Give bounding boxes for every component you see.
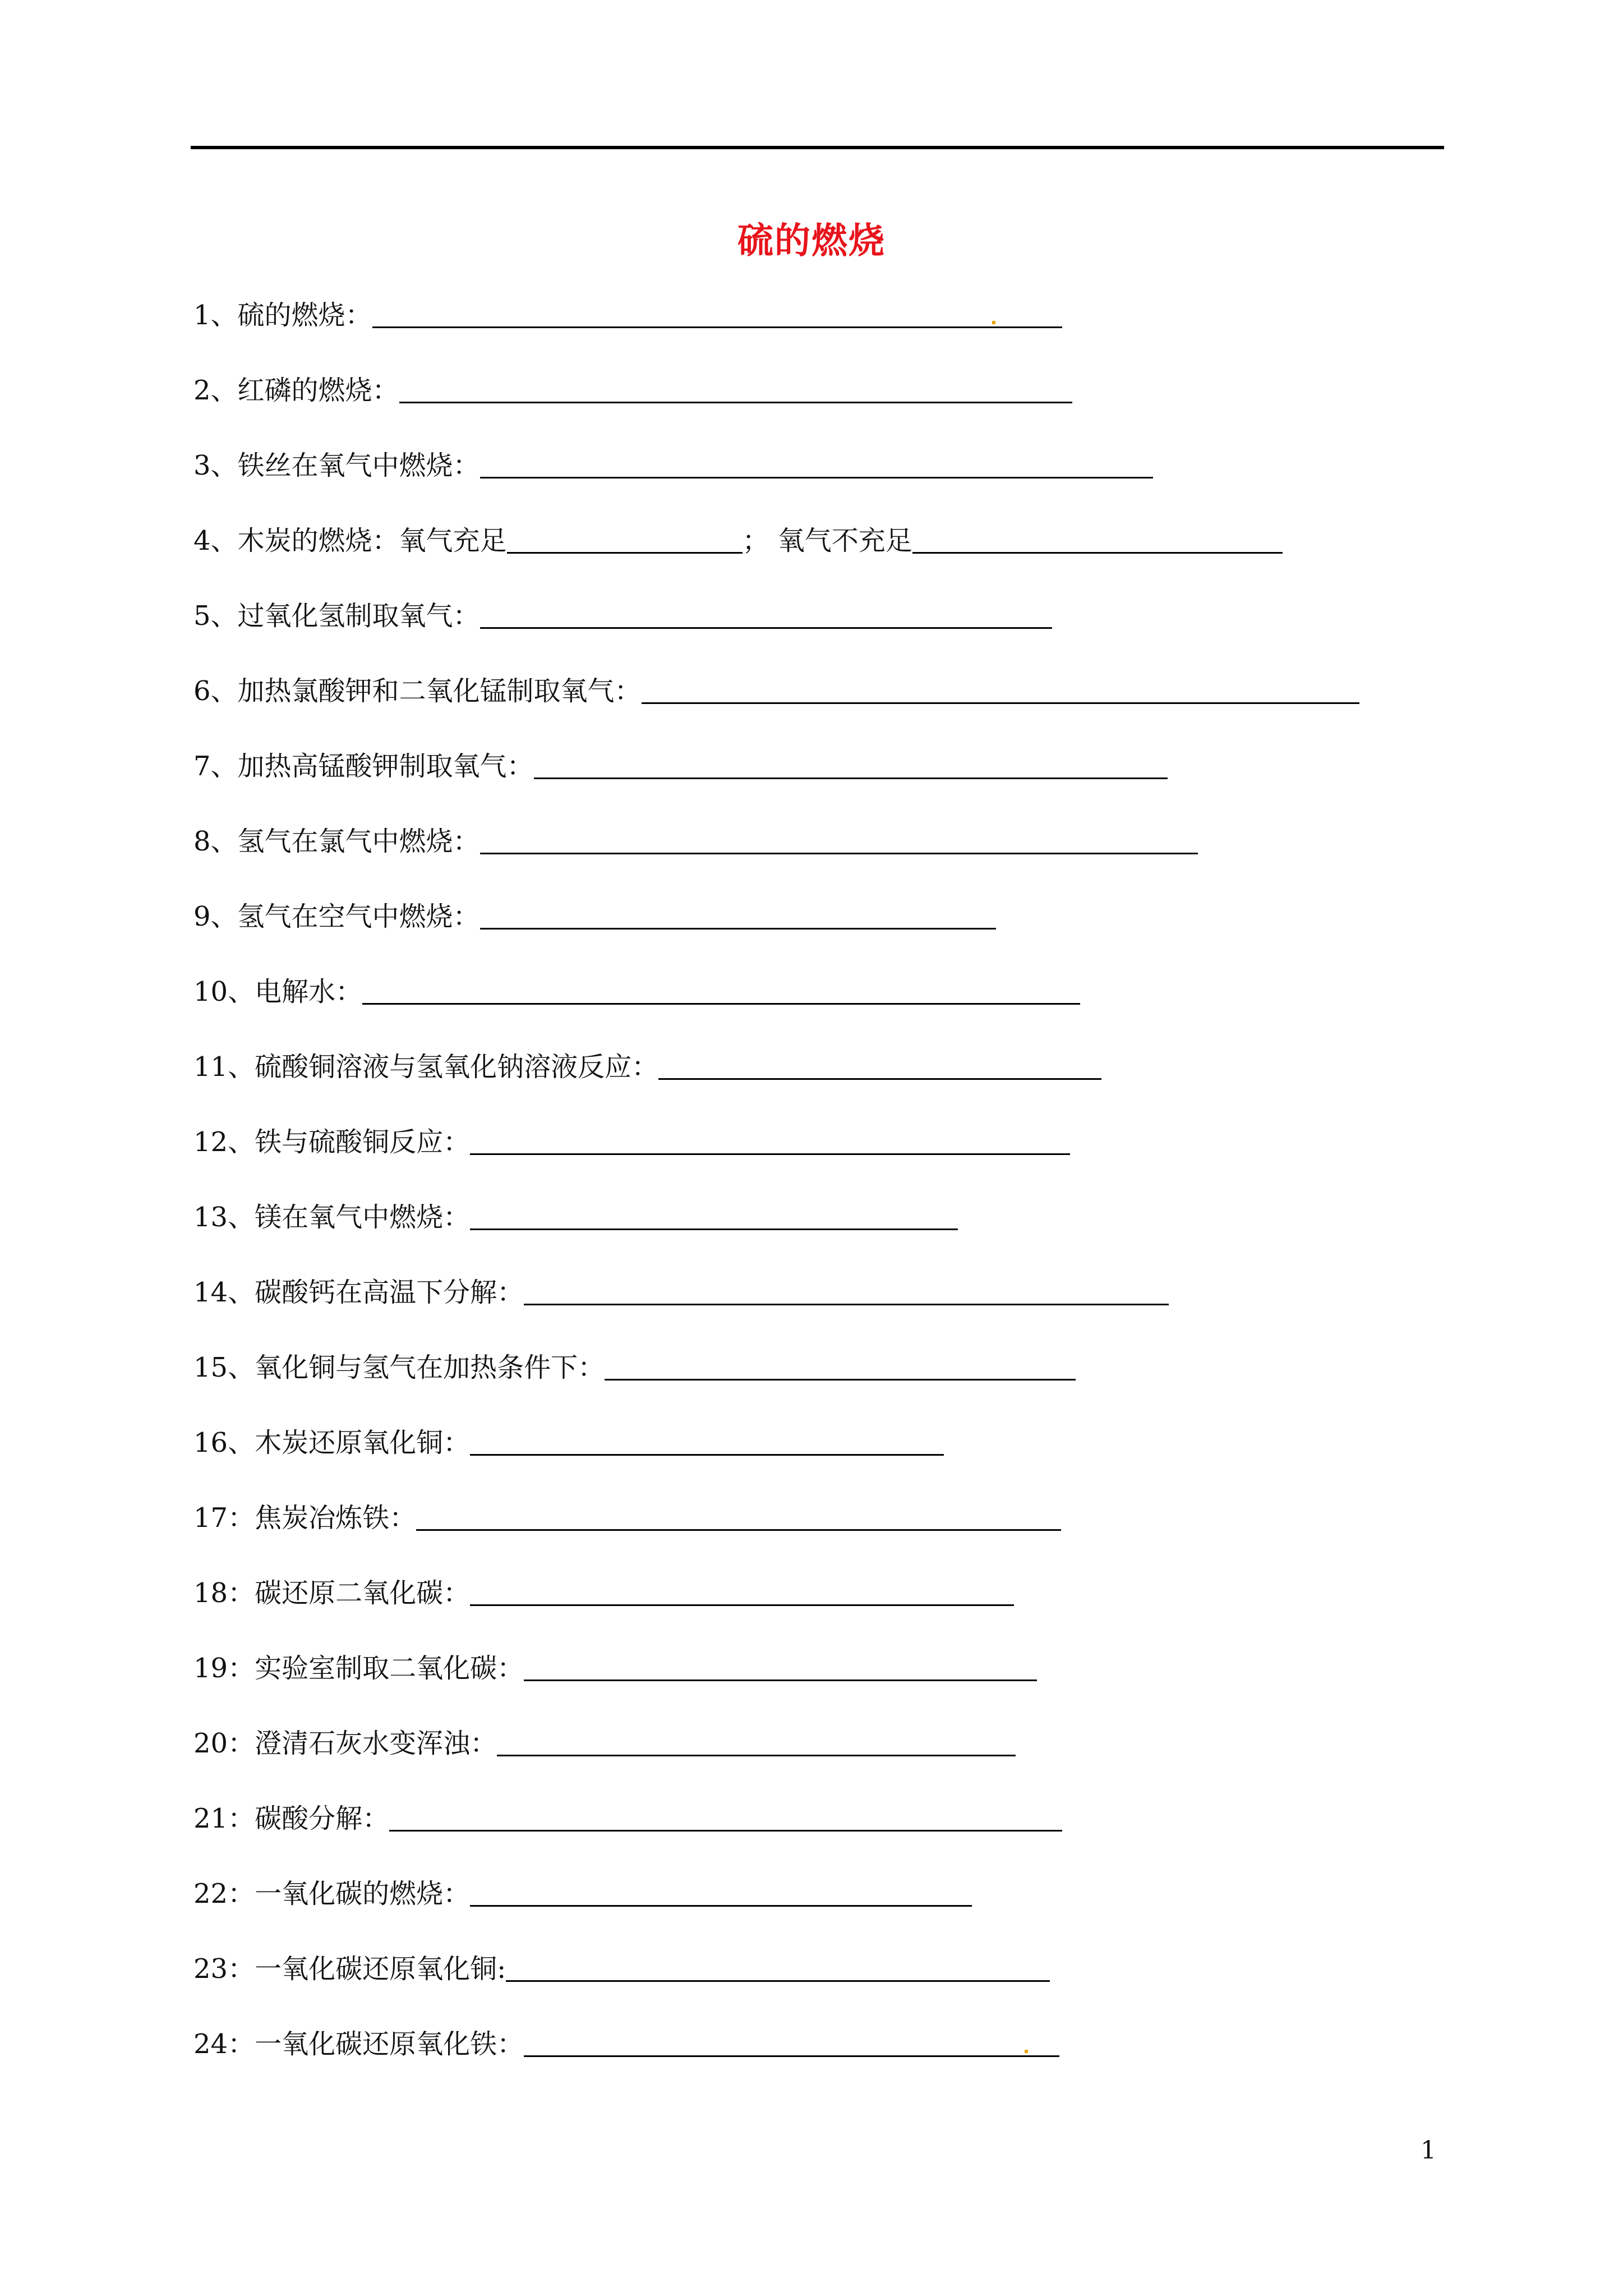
question-item	[193, 1877, 1483, 1952]
question-item	[193, 1050, 1483, 1125]
answer-blank[interactable]	[642, 674, 1359, 704]
question-item	[193, 975, 1483, 1050]
answer-blank[interactable]	[534, 749, 1168, 779]
question-label: 9、氢气在空气中燃烧：	[193, 901, 480, 932]
question-item	[193, 449, 1483, 524]
answer-blank[interactable]	[362, 975, 1080, 1005]
question-label: 17：焦炭冶炼铁：	[193, 1502, 417, 1534]
question-item	[193, 1802, 1483, 1877]
answer-blank[interactable]	[470, 1576, 1014, 1606]
question-sublabel: ； 氧气不充足	[742, 525, 912, 556]
answer-blank[interactable]	[497, 1727, 1016, 1756]
question-item	[193, 1276, 1483, 1351]
answer-blank[interactable]	[470, 1877, 972, 1907]
question-label: 14、碳酸钙在高温下分解：	[193, 1277, 524, 1308]
answer-blank[interactable]	[389, 1802, 1062, 1832]
page-number: 1	[1421, 2136, 1436, 2165]
question-item	[193, 1351, 1483, 1426]
answer-blank[interactable]	[480, 449, 1153, 478]
question-item	[193, 1651, 1483, 1727]
answer-blank[interactable]	[470, 1200, 958, 1230]
question-label: 6、加热氯酸钾和二氧化锰制取氧气：	[193, 675, 642, 707]
question-item	[193, 298, 1483, 374]
question-item	[193, 1501, 1483, 1576]
answer-blank[interactable]	[480, 599, 1052, 629]
question-label: 21：碳酸分解：	[193, 1803, 390, 1834]
answer-blank[interactable]	[480, 900, 996, 930]
answer-blank[interactable]	[416, 1501, 1061, 1531]
question-label: 19：实验室制取二氧化碳：	[193, 1653, 524, 1684]
question-label: 24：一氧化碳还原氧化铁：	[193, 2028, 524, 2060]
header-rule	[191, 146, 1444, 149]
question-item	[193, 2027, 1483, 2102]
question-label: 1、硫的燃烧：	[193, 300, 372, 331]
question-label: 22：一氧化碳的燃烧：	[193, 1878, 471, 1910]
page-title: 硫的燃烧	[737, 220, 886, 262]
question-item	[193, 825, 1483, 900]
answer-blank-insufficient-oxygen[interactable]	[912, 524, 1283, 554]
answer-blank[interactable]	[658, 1050, 1101, 1080]
answer-blank[interactable]	[524, 1276, 1169, 1305]
answer-blank[interactable]	[506, 1952, 1050, 1982]
question-label: 18：碳还原二氧化碳：	[193, 1577, 471, 1609]
question-label: 2、红磷的燃烧：	[193, 375, 399, 406]
question-label: 5、过氧化氢制取氧气：	[193, 600, 480, 632]
question-label: 8、氢气在氯气中燃烧：	[193, 826, 480, 857]
question-label: 13、镁在氧气中燃烧：	[193, 1202, 471, 1233]
mark-dot	[1025, 2050, 1028, 2053]
answer-blank-sufficient-oxygen[interactable]	[507, 524, 743, 554]
question-item	[193, 599, 1483, 674]
question-item	[193, 524, 1483, 599]
question-label: 4、木炭的燃烧：氧气充足	[193, 525, 507, 556]
answer-blank[interactable]	[470, 1125, 1070, 1155]
question-item	[193, 374, 1483, 449]
question-label: 20：澄清石灰水变浑浊：	[193, 1728, 497, 1759]
question-label: 3、铁丝在氧气中燃烧：	[193, 450, 480, 481]
answer-blank[interactable]	[480, 825, 1198, 854]
question-list	[193, 298, 1483, 2102]
answer-blank[interactable]	[524, 2027, 1059, 2057]
answer-blank[interactable]	[524, 1651, 1037, 1681]
question-label: 23：一氧化碳还原氧化铜:	[193, 1953, 506, 1985]
question-item	[193, 1952, 1483, 2027]
question-item	[193, 749, 1483, 825]
question-label: 7、加热高锰酸钾制取氧气：	[193, 751, 534, 782]
answer-blank[interactable]	[372, 298, 1062, 328]
question-item	[193, 674, 1483, 749]
question-item	[193, 1200, 1483, 1276]
question-label: 16、木炭还原氧化铜：	[193, 1427, 471, 1458]
question-label: 10、电解水：	[193, 976, 363, 1007]
question-label: 15、氧化铜与氢气在加热条件下：	[193, 1352, 605, 1383]
answer-blank[interactable]	[399, 374, 1072, 403]
question-item	[193, 1125, 1483, 1200]
question-item	[193, 1727, 1483, 1802]
question-item	[193, 900, 1483, 975]
mark-dot	[992, 321, 995, 324]
question-label: 11、硫酸铜溶液与氢氧化钠溶液反应：	[193, 1051, 659, 1083]
answer-blank[interactable]	[470, 1426, 944, 1456]
question-item	[193, 1576, 1483, 1651]
answer-blank[interactable]	[605, 1351, 1076, 1381]
question-label: 12、铁与硫酸铜反应：	[193, 1126, 471, 1158]
question-item	[193, 1426, 1483, 1501]
